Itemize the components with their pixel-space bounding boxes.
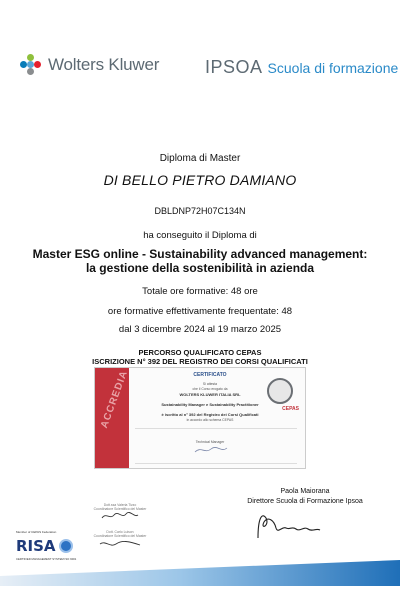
- signature-left2-icon: [98, 538, 142, 550]
- footer-gradient-bar: [0, 560, 400, 586]
- certificate-manager: Technical Manager: [195, 440, 225, 444]
- certificate-band-text: ACCREDIA: [99, 368, 131, 430]
- conseguito-text: ha conseguito il Diploma di: [143, 230, 257, 241]
- risa-logo: [16, 530, 80, 561]
- director-role: Direttore Scuola di Formazione Ipsoa: [247, 498, 363, 505]
- signature-left2: [80, 530, 160, 538]
- signature-left1-role: Coordinatore Scientifico del Master: [93, 507, 147, 511]
- signature-left2-role: Coordinatore Scientifico del Master: [93, 534, 147, 538]
- student-name: DI BELLO PIETRO DAMIANO: [103, 172, 297, 188]
- certificate-footer-divider: [135, 463, 297, 464]
- course-title-line2: la gestione della sostenibilità in azienda: [85, 261, 315, 275]
- fiscal-code: DBLDNP72H07C134N: [154, 206, 246, 216]
- certificate-profiles: Sustainability Manager e Sustainability Practitioner: [161, 402, 259, 407]
- certificate-iscritto: è iscritto al n° 392 del Registro dei Corsi Qualificati: [161, 412, 259, 417]
- wolters-kluwer-logo: [20, 54, 159, 76]
- certificate-org: WOLTERS KLUWER ITALIA SRL: [179, 392, 241, 397]
- certificate-scheme: in accordo allo schema CEPAS: [186, 418, 234, 422]
- certificate-attesta: Si attesta: [202, 382, 218, 386]
- cepas-heading-line2: ISCRIZIONE N° 392 DEL REGISTRO DEI CORSI QUALIFICATI: [92, 357, 308, 366]
- course-title-line1: Master ESG online - Sustainability advanced management:: [32, 247, 368, 261]
- risa-top-text: Member of CEPAS Federation: [16, 530, 57, 534]
- certificate-divider: [135, 428, 297, 429]
- director-signature-icon: [252, 508, 324, 542]
- cepas-heading: [0, 348, 400, 366]
- risa-badge-icon: [59, 539, 73, 553]
- certificate-signature-icon: [193, 445, 229, 455]
- ipsoa-logo: [205, 57, 398, 78]
- wolters-kluwer-wordmark: Wolters Kluwer: [48, 55, 160, 74]
- signature-left2-name: Dott. Carlo Luison: [106, 530, 134, 534]
- signature-left1-icon: [100, 510, 140, 522]
- risa-wordmark: RISA: [16, 537, 56, 555]
- cepas-seal-icon: [267, 378, 293, 404]
- diploma-label: Diploma di Master: [159, 153, 241, 164]
- cepas-certificate-image: [94, 367, 306, 469]
- cepas-heading-line1: PERCORSO QUALIFICATO CEPAS: [138, 348, 262, 357]
- certificate-corso: che il Corso erogato da: [192, 387, 228, 391]
- certificate-title: CERTIFICATO: [193, 372, 227, 378]
- course-dates: dal 3 dicembre 2024 al 19 marzo 2025: [118, 324, 282, 335]
- wolters-kluwer-mark-icon: [20, 54, 42, 76]
- course-title: [0, 247, 400, 275]
- signature-left1-name: Dott.ssa Valeria Tizzo: [103, 503, 137, 507]
- director-name: Paola Maiorana: [280, 488, 330, 495]
- cepas-seal-label: CEPAS: [282, 406, 299, 412]
- ipsoa-wordmark: IPSOA: [205, 57, 263, 77]
- header: [0, 0, 400, 95]
- hours-total: Totale ore formative: 48 ore: [142, 286, 258, 297]
- ipsoa-subtitle: Scuola di formazione: [267, 60, 399, 76]
- risa-bottom-text: CERTIFIED MANAGEMENT SYSTEM ISO 9001: [16, 557, 77, 561]
- hours-effective: ore formative effettivamente frequentate: 48: [107, 306, 293, 317]
- certificate-red-band: [95, 368, 129, 468]
